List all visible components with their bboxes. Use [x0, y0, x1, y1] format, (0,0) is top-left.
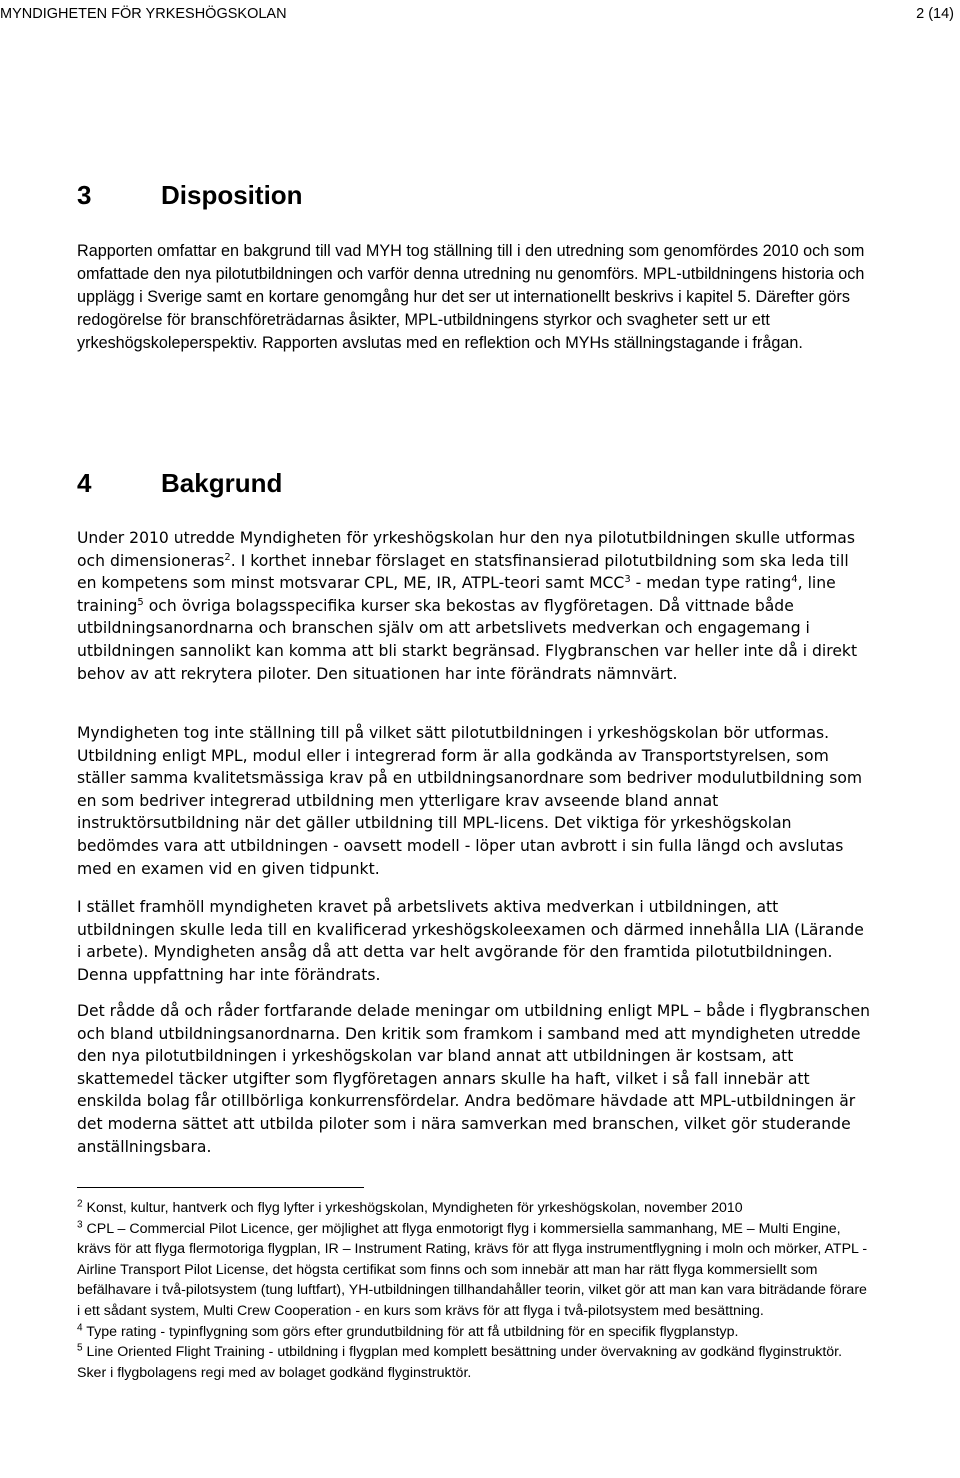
section-number: 3: [77, 180, 92, 210]
footnote-divider: [77, 1187, 364, 1188]
footnote-number: 2: [77, 1198, 83, 1210]
footnote-5: [77, 1342, 872, 1383]
footnote-ref-2[interactable]: 2: [224, 551, 231, 563]
section-heading-bakgrund: [77, 468, 282, 499]
footnote-number: 3: [77, 1218, 83, 1230]
footnote-ref-5[interactable]: 5: [137, 596, 144, 608]
text-run: . I korthet innebar förslaget en statsfinansierad pilotutbildning som ska leda till en kompetens som minst motsvarar CPL, ME, IR, ATPL-teori samt MCC: [77, 551, 849, 593]
page-number: 2 (14): [916, 6, 954, 22]
footnote-text: Line Oriented Flight Training - utbildning i flygplan med komplett besättning under övervakning av godkänd flyginstruktör. Sker i flygbolagens regi med av bolaget godkänd flyginstruktör.: [77, 1344, 843, 1381]
bakgrund-paragraph-4: Det rådde då och råder fortfarande delade meningar om utbildning enligt MPL – både i flygbranschen och bland utbildningsanordnarna. Den kritik som framkom i samband med att myndigheten utredde den nya pilotutbildningen i yrkeshögskolan var bland annat att utbildningen är kostsam, att skattemedel täcker utgifter som flygföretagen annars skulle ha haft, vilket i så fall innebär att enskilda bolag får otillbörliga konkurrensfördelar. Andra bedömare hävdade att MPL-utbildningen är det moderna sättet att utbilda piloter som i nära samverkan med branschen, vilket gör studerande anställningsbara.: [77, 1002, 871, 1156]
footnote-4: [77, 1322, 872, 1343]
text-run: och övriga bolagsspecifika kurser ska bekostas av flygföretagen. Då vittnade både utbildningsanordnarna och branschen själv om att arbetslivets medverkan och engagemang i utbildningen sannolikt kan komma att bli starkt begränsad. Flygbranschen var heller inte då i direkt behov av att rekrytera piloter. Den situationen har inte förändrats nämnvärt.: [77, 596, 858, 683]
footnote-number: 4: [77, 1321, 83, 1333]
footnote-number: 5: [77, 1342, 83, 1354]
section-title: Bakgrund: [161, 468, 283, 498]
footnote-3: [77, 1219, 872, 1322]
bakgrund-paragraph-2: Myndigheten tog inte ställning till på vilket sätt pilotutbildningen i yrkeshögskolan bör utformas. Utbildning enligt MPL, modul eller i integrerad form är alla godkända av Transportstyrelsen, som ställer samma kvalitetsmässiga krav på en utbildningsanordnare som bedriver modulutbildning som en som bedriver integrerad utbildning men ytterligare krav avseende bland annat instruktörsutbildning när det gäller utbildning till MPL-licens. Det viktiga för yrkeshögskolan bedömdes vara att utbildningen - oavsett modell - löper utan avbrott i sin fulla längd och avslutas med en examen vid en given tidpunkt.: [77, 724, 863, 878]
bakgrund-paragraph-1: [77, 527, 872, 685]
disposition-paragraph: Rapporten omfattar en bakgrund till vad MYH tog ställning till i den utredning som genomfördes 2010 och som omfattade den nya pilotutbildningen och varför denna utredning nu genomförs. MPL-utbildningens historia och upplägg i Sverige samt en kortare genomgång hur det ser ut internationellt beskrivs i kapitel 5. Därefter görs redogörelse för branschföreträdarnas åsikter, MPL-utbildningens styrkor och svagheter sett ur ett yrkeshögskoleperspektiv. Rapporten avslutas med en reflektion och MYHs ställningstagande i frågan.: [77, 242, 865, 352]
section-heading-disposition: [77, 180, 303, 211]
bakgrund-paragraph-3: I stället framhöll myndigheten kravet på arbetslivets aktiva medverkan i utbildningen, att utbildningen skulle leda till en kvalificerad yrkeshögskoleexamen och därmed innehålla LIA (Lärande i arbete). Myndigheten ansåg då att detta var helt avgörande för den framtida pilotutbildningen. Denna uppfattning har inte förändrats.: [77, 898, 864, 984]
footnote-2: [77, 1198, 872, 1219]
footnote-text: Konst, kultur, hantverk och flyg lyfter i yrkeshögskolan, Myndigheten för yrkeshögskolan, november 2010: [82, 1200, 743, 1216]
header-organization: MYNDIGHETEN FÖR YRKESHÖGSKOLAN: [0, 6, 287, 22]
footnotes: [77, 1196, 872, 1383]
footnote-ref-4[interactable]: 4: [791, 574, 798, 585]
footnote-ref-3[interactable]: 3: [624, 574, 631, 585]
text-run: Under 2010 utredde Myndigheten för yrkeshögskolan hur den nya pilotutbildningen skulle utformas och dimensioneras: [77, 529, 855, 570]
text-run: - medan type rating: [630, 574, 792, 593]
footnote-text: Type rating - typinflygning som görs efter grundutbildning för att få utbildning för en specifik flygplanstyp.: [82, 1323, 739, 1340]
page-header: [0, 4, 960, 24]
section-title: Disposition: [161, 180, 303, 210]
footnote-text: CPL – Commercial Pilot Licence, ger möjlighet att flyga enmotorigt flyg i kommersiella sammanhang, ME – Multi Engine, krävs för att flyga flermotoriga flygplan, IR – Instrument Rating, krävs för att flyga instrumentflygning i moln och mörker, ATPL - Airline Transport Pilot License, det högsta certifikat som finns och som innebär att man har rätt flyga kommersiellt som befälhavare i två-pilotsystem (tung luftfart), YH-utbildningen tillhandahåller teorin, vilket gör att man kan vara biträdande förare i ett sådant system, Multi Crew Cooperation - en kurs som krävs för att flyga i två-pilotsystem med besättning.: [77, 1220, 868, 1319]
text-run: , line training: [77, 574, 836, 615]
section-number: 4: [77, 468, 92, 498]
